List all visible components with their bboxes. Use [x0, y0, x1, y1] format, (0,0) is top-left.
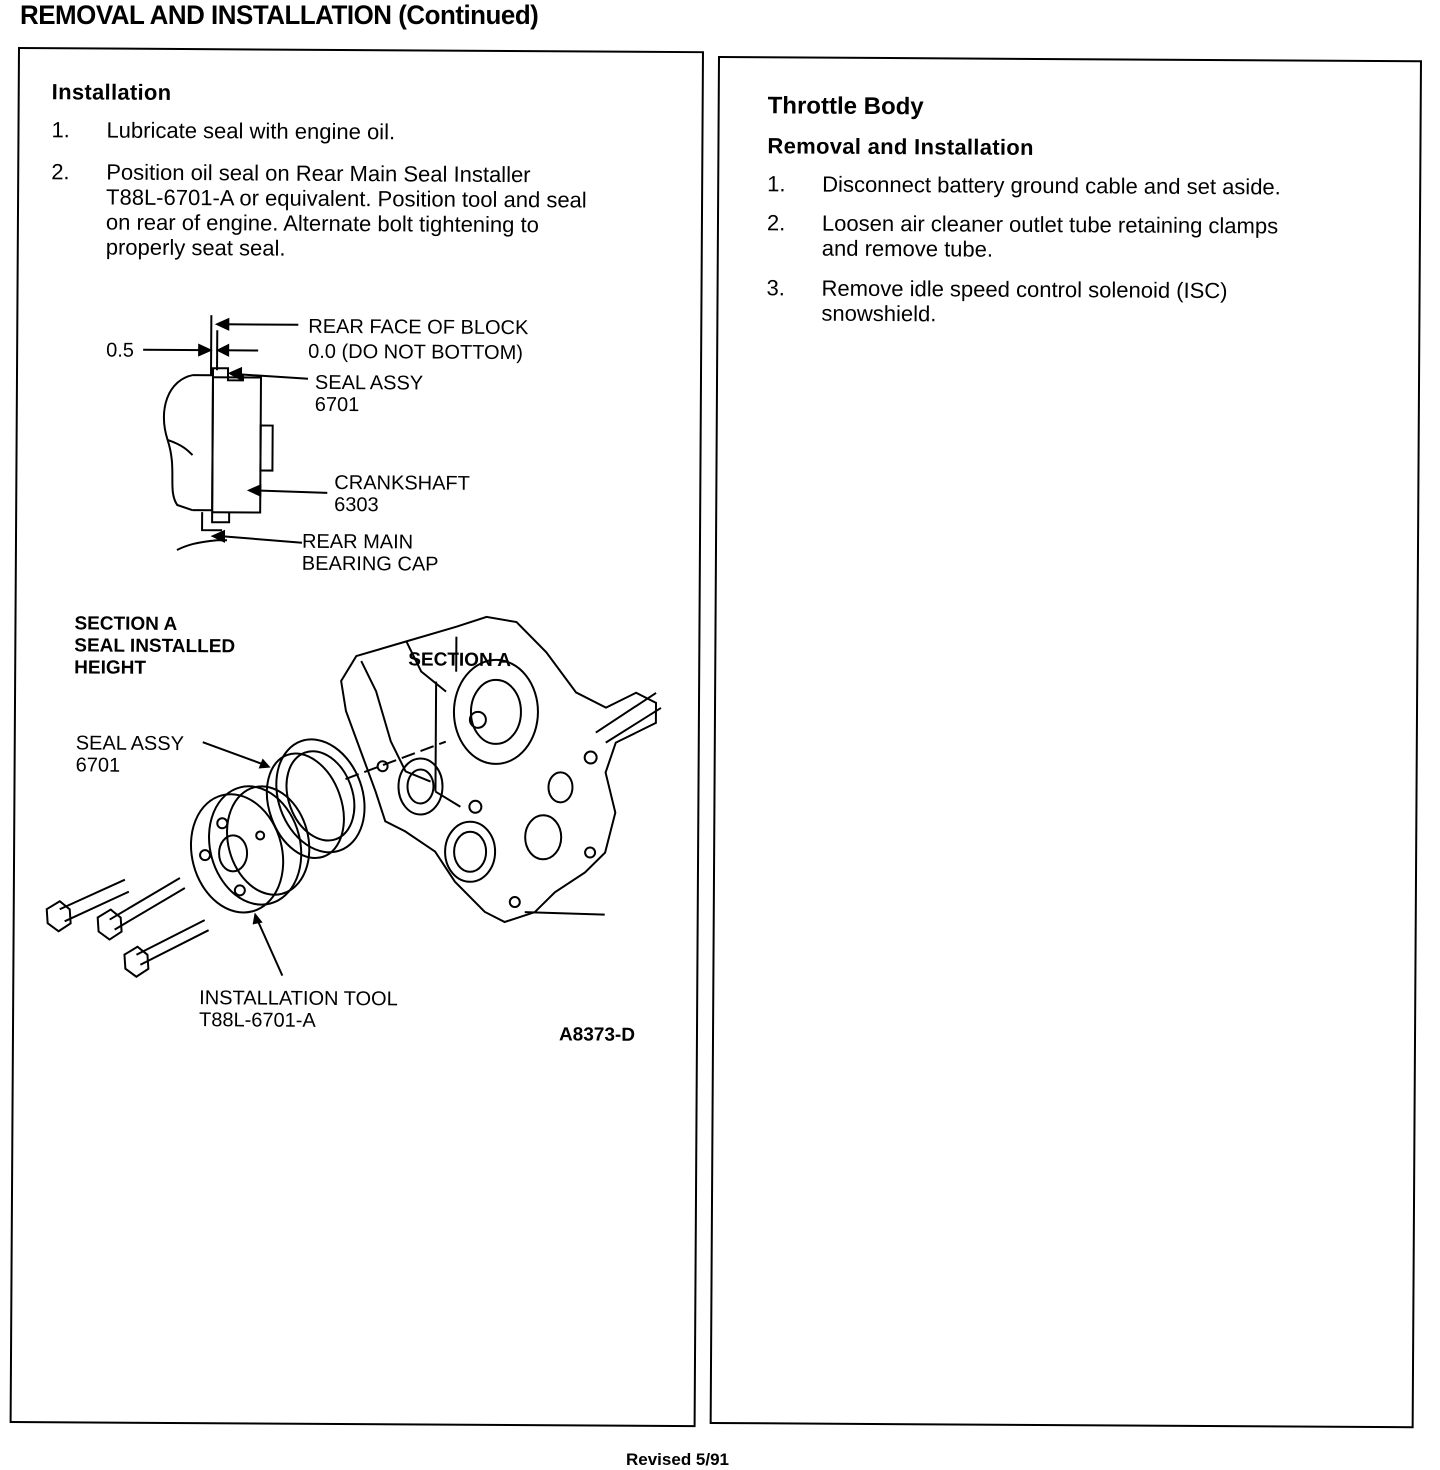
step-number: 1. [51, 117, 70, 143]
step-text-line: snowshield. [821, 300, 937, 327]
alignment-dashed-line [346, 741, 446, 780]
step-number: 2. [766, 210, 786, 236]
label-section-a: SECTION A [74, 613, 178, 635]
installation-tool-drawing [178, 775, 322, 923]
step-text-line: on rear of engine. Alternate bolt tightening to [105, 209, 539, 238]
step-number: 1. [767, 171, 786, 197]
label-seal-number: 6701 [314, 393, 360, 417]
step-number: 2. [51, 159, 70, 185]
revision-footer: Revised 5/91 [626, 1450, 730, 1469]
step-text-line: Remove idle speed control solenoid (ISC) [821, 275, 1228, 304]
step-text-line: properly seat seal. [105, 234, 286, 261]
label-tool-number: T88L-6701-A [198, 1009, 316, 1032]
page-heading: REMOVAL AND INSTALLATION (Continued) [20, 0, 539, 30]
label-rear-main: REAR MAIN [301, 530, 414, 554]
seal-installation-figure [14, 49, 706, 1113]
label-do-not-bottom: 0.0 (DO NOT BOTTOM) [308, 340, 524, 365]
installation-panel [10, 47, 704, 1427]
label-crankshaft-number: 6303 [334, 493, 379, 517]
step-text: Lubricate seal with engine oil. [106, 117, 396, 145]
seal-ring-drawing [253, 727, 380, 870]
throttle-body-title: Throttle Body [767, 92, 924, 121]
tool-leader-line [257, 920, 282, 975]
step-number: 3. [766, 275, 786, 301]
label-dimension: 0.5 [106, 339, 135, 362]
figure-id: A8373-D [558, 1024, 636, 1046]
bolts-drawing [46, 877, 209, 977]
label-seal-assy-2: SEAL ASSY [75, 732, 185, 756]
label-crankshaft: CRANKSHAFT [334, 471, 470, 495]
throttle-step [767, 171, 1407, 205]
throttle-step [766, 275, 1406, 334]
installation-heading: Installation [51, 79, 172, 105]
dimension-arrows [142, 319, 328, 543]
label-height: HEIGHT [74, 657, 147, 679]
throttle-step [767, 210, 1407, 269]
label-bearing-cap: BEARING CAP [301, 552, 439, 576]
step-text-line: and remove tube. [821, 235, 994, 262]
step-text-line: Position oil seal on Rear Main Seal Installer [106, 159, 531, 188]
seal-leader-line [203, 742, 264, 764]
label-seal-number-2: 6701 [75, 754, 121, 777]
label-rear-face: REAR FACE OF BLOCK [308, 315, 529, 340]
step-text-line: Loosen air cleaner outlet tube retaining clamps [821, 210, 1279, 239]
step-text-line: T88L-6701-A or equivalent. Position tool and seal [106, 184, 587, 213]
label-installation-tool: INSTALLATION TOOL [199, 987, 398, 1011]
throttle-body-panel [710, 56, 1422, 1428]
label-seal-installed: SEAL INSTALLED [74, 635, 236, 658]
step-text: Disconnect battery ground cable and set aside. [822, 171, 1281, 200]
label-seal-assy: SEAL ASSY [314, 371, 424, 395]
removal-installation-heading: Removal and Installation [767, 133, 1034, 160]
label-section-callout: SECTION A [408, 649, 512, 672]
